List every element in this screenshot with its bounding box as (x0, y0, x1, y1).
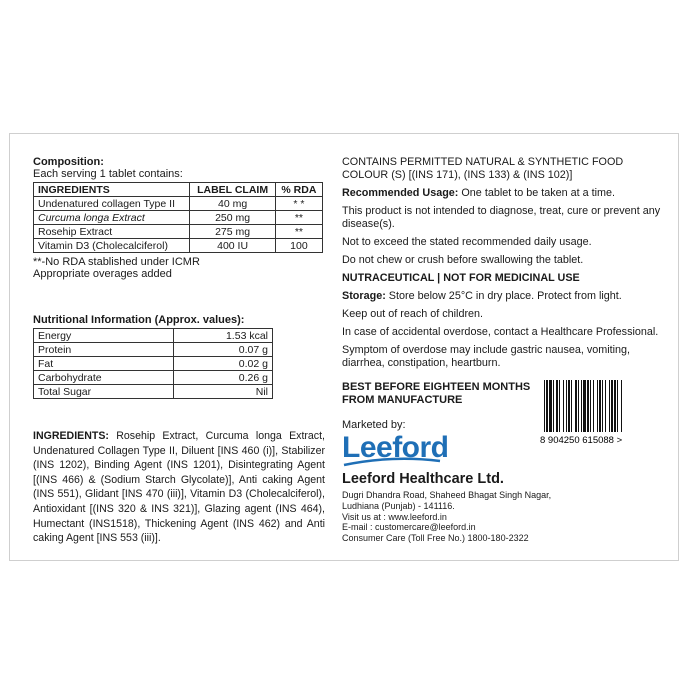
table-row (34, 197, 323, 211)
food-colour-statement: CONTAINS PERMITTED NATURAL & SYNTHETIC FOOD COLOUR (S) [(INS 171), (INS 133) & (INS 102)] (342, 156, 624, 181)
composition-subtitle: Each serving 1 tablet contains: (33, 168, 183, 180)
usage-label: Recommended Usage: (342, 187, 459, 199)
nutraceutical-label: NUTRACEUTICAL | NOT FOR MEDICINAL USE (342, 272, 580, 284)
table-header-row (34, 183, 323, 197)
table-row (34, 329, 273, 343)
composition-title: Composition: (33, 156, 104, 168)
table-row (34, 239, 323, 253)
barcode-bars (540, 378, 660, 446)
header-label-claim: LABEL CLAIM (190, 183, 276, 197)
table-row (34, 343, 273, 357)
cell: Curcuma longa Extract (34, 211, 190, 225)
header-rda: % RDA (275, 183, 322, 197)
cell: Rosehip Extract (34, 225, 190, 239)
email: E-mail : customercare@leeford.in (342, 522, 476, 533)
company-address (342, 490, 551, 544)
symptoms-warning: Symptom of overdose may include gastric nausea, vomiting, diarrhea, constipation, heartburn. (342, 344, 631, 369)
dosage-warning: Not to exceed the stated recommended daily usage. (342, 236, 592, 248)
best-before: BEST BEFORE EIGHTEEN MONTHS FROM MANUFACTURE (342, 381, 531, 406)
cell: 0.02 g (174, 357, 273, 371)
consumer-care: Consumer Care (Toll Free No.) 1800-180-2322 (342, 533, 529, 544)
cell: ** (275, 211, 322, 225)
leeford-logo: Leeford (342, 431, 449, 464)
storage-label: Storage: (342, 290, 386, 302)
recommended-usage (342, 187, 662, 200)
ingredients-paragraph (33, 429, 325, 546)
cell: Protein (34, 343, 174, 357)
nutrition-title: Nutritional Information (Approx. values): (33, 314, 245, 326)
table-row (34, 371, 273, 385)
storage-text: Store below 25°C in dry place. Protect from light. (385, 290, 622, 302)
cell: 0.26 g (174, 371, 273, 385)
cell: Total Sugar (34, 385, 174, 399)
storage-instruction (342, 290, 662, 303)
children-warning: Keep out of reach of children. (342, 308, 484, 320)
cell: Carbohydrate (34, 371, 174, 385)
address-line-2: Ludhiana (Punjab) - 141116. (342, 500, 455, 511)
cell: Energy (34, 329, 174, 343)
barcode (540, 378, 660, 446)
logo-swoosh-icon (342, 455, 442, 469)
marketed-by: Marketed by: (342, 419, 406, 431)
cell: Fat (34, 357, 174, 371)
ingredients-label: INGREDIENTS: (33, 430, 109, 442)
overdose-warning: In case of accidental overdose, contact a Healthcare Professional. (342, 326, 659, 338)
composition-section (33, 156, 325, 399)
cell: 40 mg (190, 197, 276, 211)
cell: 250 mg (190, 211, 276, 225)
usage-text: One tablet to be taken at a time. (458, 187, 616, 199)
rda-note: **-No RDA stablished under ICMR (33, 256, 200, 268)
ingredients-text: Rosehip Extract, Curcuma longa Extract, Undenatured Collagen Type II, Diluent [INS 460 (i)], Stabilizer (INS 1202), Binding Agent (INS 1201), Disintegrating Agent [(INS 466) & (Sodium Starch Glycolate)], Anti caking Agent (INS 551), Glidant [INS 470 (iii)], Vitamin D3 (Cholecalciferol), Antioxidant [(INS 320 & INS 321)], Glazing agent (INS 464), Humectant (INS1518), Thickening Agent (INS 462) and Anti caking Agent [INS 553 (iii)]. (33, 430, 325, 545)
table-row (34, 225, 323, 239)
table-row (34, 357, 273, 371)
composition-table (33, 182, 323, 253)
usage-section (342, 156, 662, 375)
cell: 0.07 g (174, 343, 273, 357)
overages-note: Appropriate overages added (33, 268, 172, 280)
header-ingredients: INGREDIENTS (34, 183, 190, 197)
cell: Vitamin D3 (Cholecalciferol) (34, 239, 190, 253)
website: Visit us at : www.leeford.in (342, 511, 447, 522)
cell: Undenatured collagen Type II (34, 197, 190, 211)
cell: 275 mg (190, 225, 276, 239)
disclaimer: This product is not intended to diagnose, treat, cure or prevent any disease(s). (342, 205, 661, 230)
nutrition-table (33, 328, 273, 399)
cell: ** (275, 225, 322, 239)
table-row (34, 385, 273, 399)
table-row (34, 211, 323, 225)
company-name: Leeford Healthcare Ltd. (342, 471, 504, 487)
cell: 100 (275, 239, 322, 253)
cell: 1.53 kcal (174, 329, 273, 343)
cell: Nil (174, 385, 273, 399)
barcode-number: 8 904250 615088 > (540, 435, 623, 446)
cell: 400 IU (190, 239, 276, 253)
address-line-1: Dugri Dhandra Road, Shaheed Bhagat Singh Nagar, (342, 490, 552, 500)
swallow-instruction: Do not chew or crush before swallowing the tablet. (342, 254, 584, 266)
cell: * * (275, 197, 322, 211)
